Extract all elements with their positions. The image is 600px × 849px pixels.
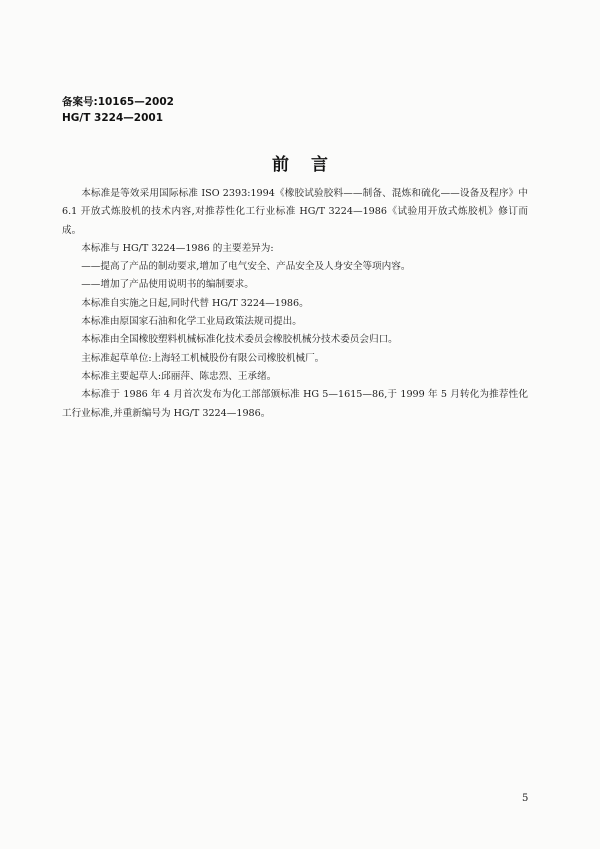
paragraph-history: 本标准于 1986 年 4 月首次发布为化工部部颁标准 HG 5—1615—86,于 1999 年 5 月转化为推荐性化工行业标准,并重新编号为 HG/T 3224—1986。 bbox=[62, 389, 528, 419]
record-number: 备案号:10165—2002 bbox=[62, 96, 174, 108]
foreword-body bbox=[62, 185, 528, 423]
paragraph-difference-2: ——增加了产品使用说明书的编制要求。 bbox=[81, 279, 254, 291]
standard-code: HG/T 3224—2001 bbox=[62, 112, 164, 124]
paragraph-drafting-unit: 主标准起草单位:上海轻工机械股份有限公司橡胶机械厂。 bbox=[81, 352, 325, 364]
paragraph-responsible: 本标准由全国橡胶塑料机械标准化技术委员会橡胶机械分技术委员会归口。 bbox=[81, 334, 398, 346]
paragraph-drafters: 本标准主要起草人:邱丽萍、陈忠烈、王承绪。 bbox=[81, 370, 277, 382]
paragraph-effective: 本标准自实施之日起,同时代替 HG/T 3224—1986。 bbox=[81, 297, 309, 309]
paragraph-difference-1: ——提高了产品的制动要求,增加了电气安全、产品安全及人身安全等项内容。 bbox=[81, 261, 411, 273]
page-title: 前言 bbox=[272, 155, 350, 175]
paragraph-differences-intro: 本标准与 HG/T 3224—1986 的主要差异为: bbox=[81, 242, 274, 254]
document-header bbox=[62, 94, 174, 126]
paragraph-adoption: 本标准是等效采用国际标准 ISO 2393:1994《橡胶试验胶料——制备、混炼和硫化——设备及程序》中 6.1 开放式炼胶机的技术内容,对推荐性化工行业标准 HG/T 3224—1986《试验用开放式炼胶机》修订而成。 bbox=[62, 188, 528, 236]
page-number: 5 bbox=[522, 793, 529, 804]
paragraph-proposer: 本标准由原国家石油和化学工业局政策法规司提出。 bbox=[81, 316, 302, 328]
